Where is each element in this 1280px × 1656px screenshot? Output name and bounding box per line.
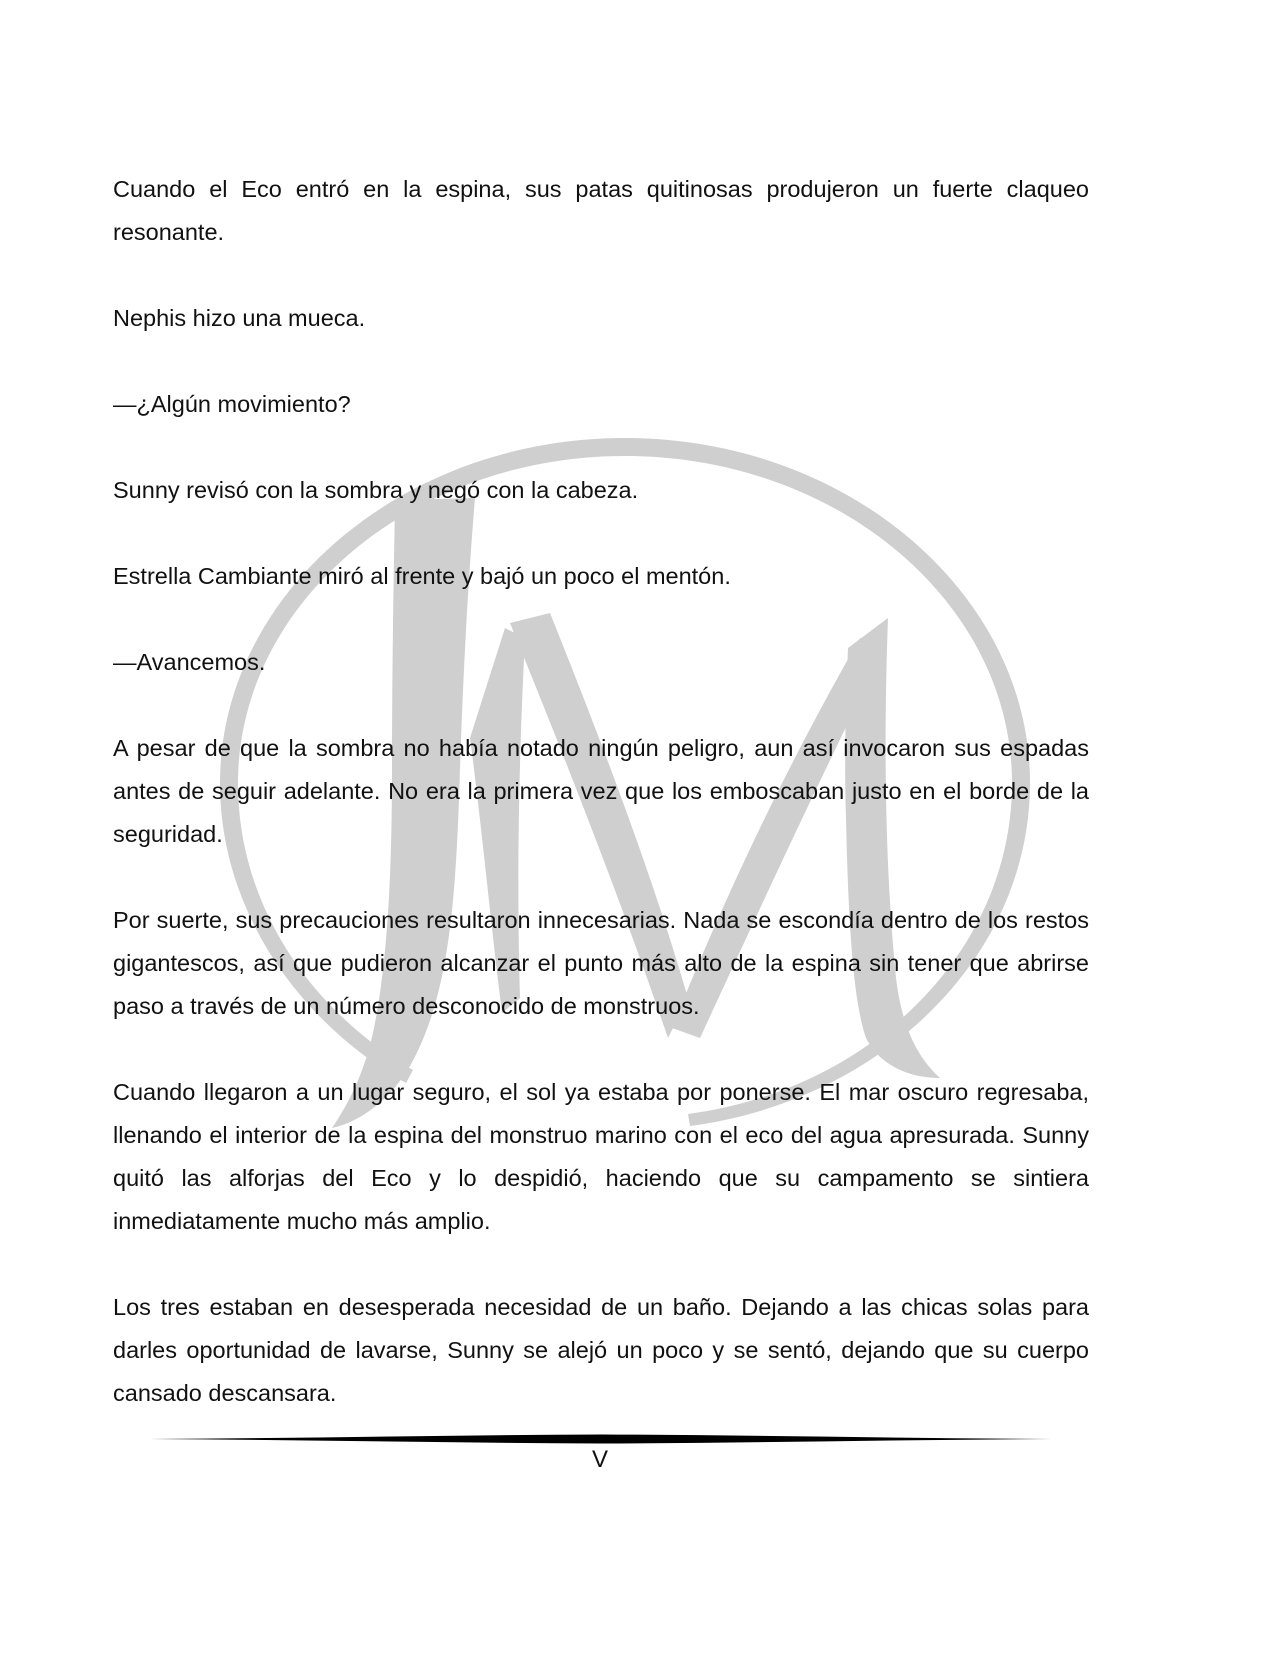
page-body: [113, 168, 1089, 1458]
paragraph: —Avancemos.: [113, 649, 266, 675]
paragraph: —¿Algún movimiento?: [113, 391, 351, 417]
paragraph: Estrella Cambiante miró al frente y bajó un poco el mentón.: [113, 563, 731, 589]
paragraph: Cuando el Eco entró en la espina, sus patas quitinosas produjeron un fuerte claqueo resonante.: [113, 176, 1089, 245]
paragraph: Cuando llegaron a un lugar seguro, el sol ya estaba por ponerse. El mar oscuro regresaba, llenando el interior de la espina del monstruo marino con el eco del agua apresurada. Sunny quitó las alforjas del Eco y lo despidió, haciendo que su campamento se sintiera inmediatamente mucho más amplio.: [113, 1079, 1089, 1234]
paragraph: Nephis hizo una mueca.: [113, 305, 366, 331]
page-number: V: [591, 1446, 608, 1473]
footer-divider: [150, 1434, 1052, 1444]
paragraph: Los tres estaban en desesperada necesidad de un baño. Dejando a las chicas solas para darles oportunidad de lavarse, Sunny se alejó un poco y se sentó, dejando que su cuerpo cansado descansara.: [113, 1294, 1089, 1406]
paragraph: A pesar de que la sombra no había notado ningún peligro, aun así invocaron sus espadas antes de seguir adelante. No era la primera vez que los emboscaban justo en el borde de la seguridad.: [113, 735, 1089, 847]
paragraph: Por suerte, sus precauciones resultaron innecesarias. Nada se escondía dentro de los restos gigantescos, así que pudieron alcanzar el punto más alto de la espina sin tener que abrirse paso a través de un número desconocido de monstruos.: [113, 907, 1089, 1019]
paragraph: Sunny revisó con la sombra y negó con la cabeza.: [113, 477, 639, 503]
